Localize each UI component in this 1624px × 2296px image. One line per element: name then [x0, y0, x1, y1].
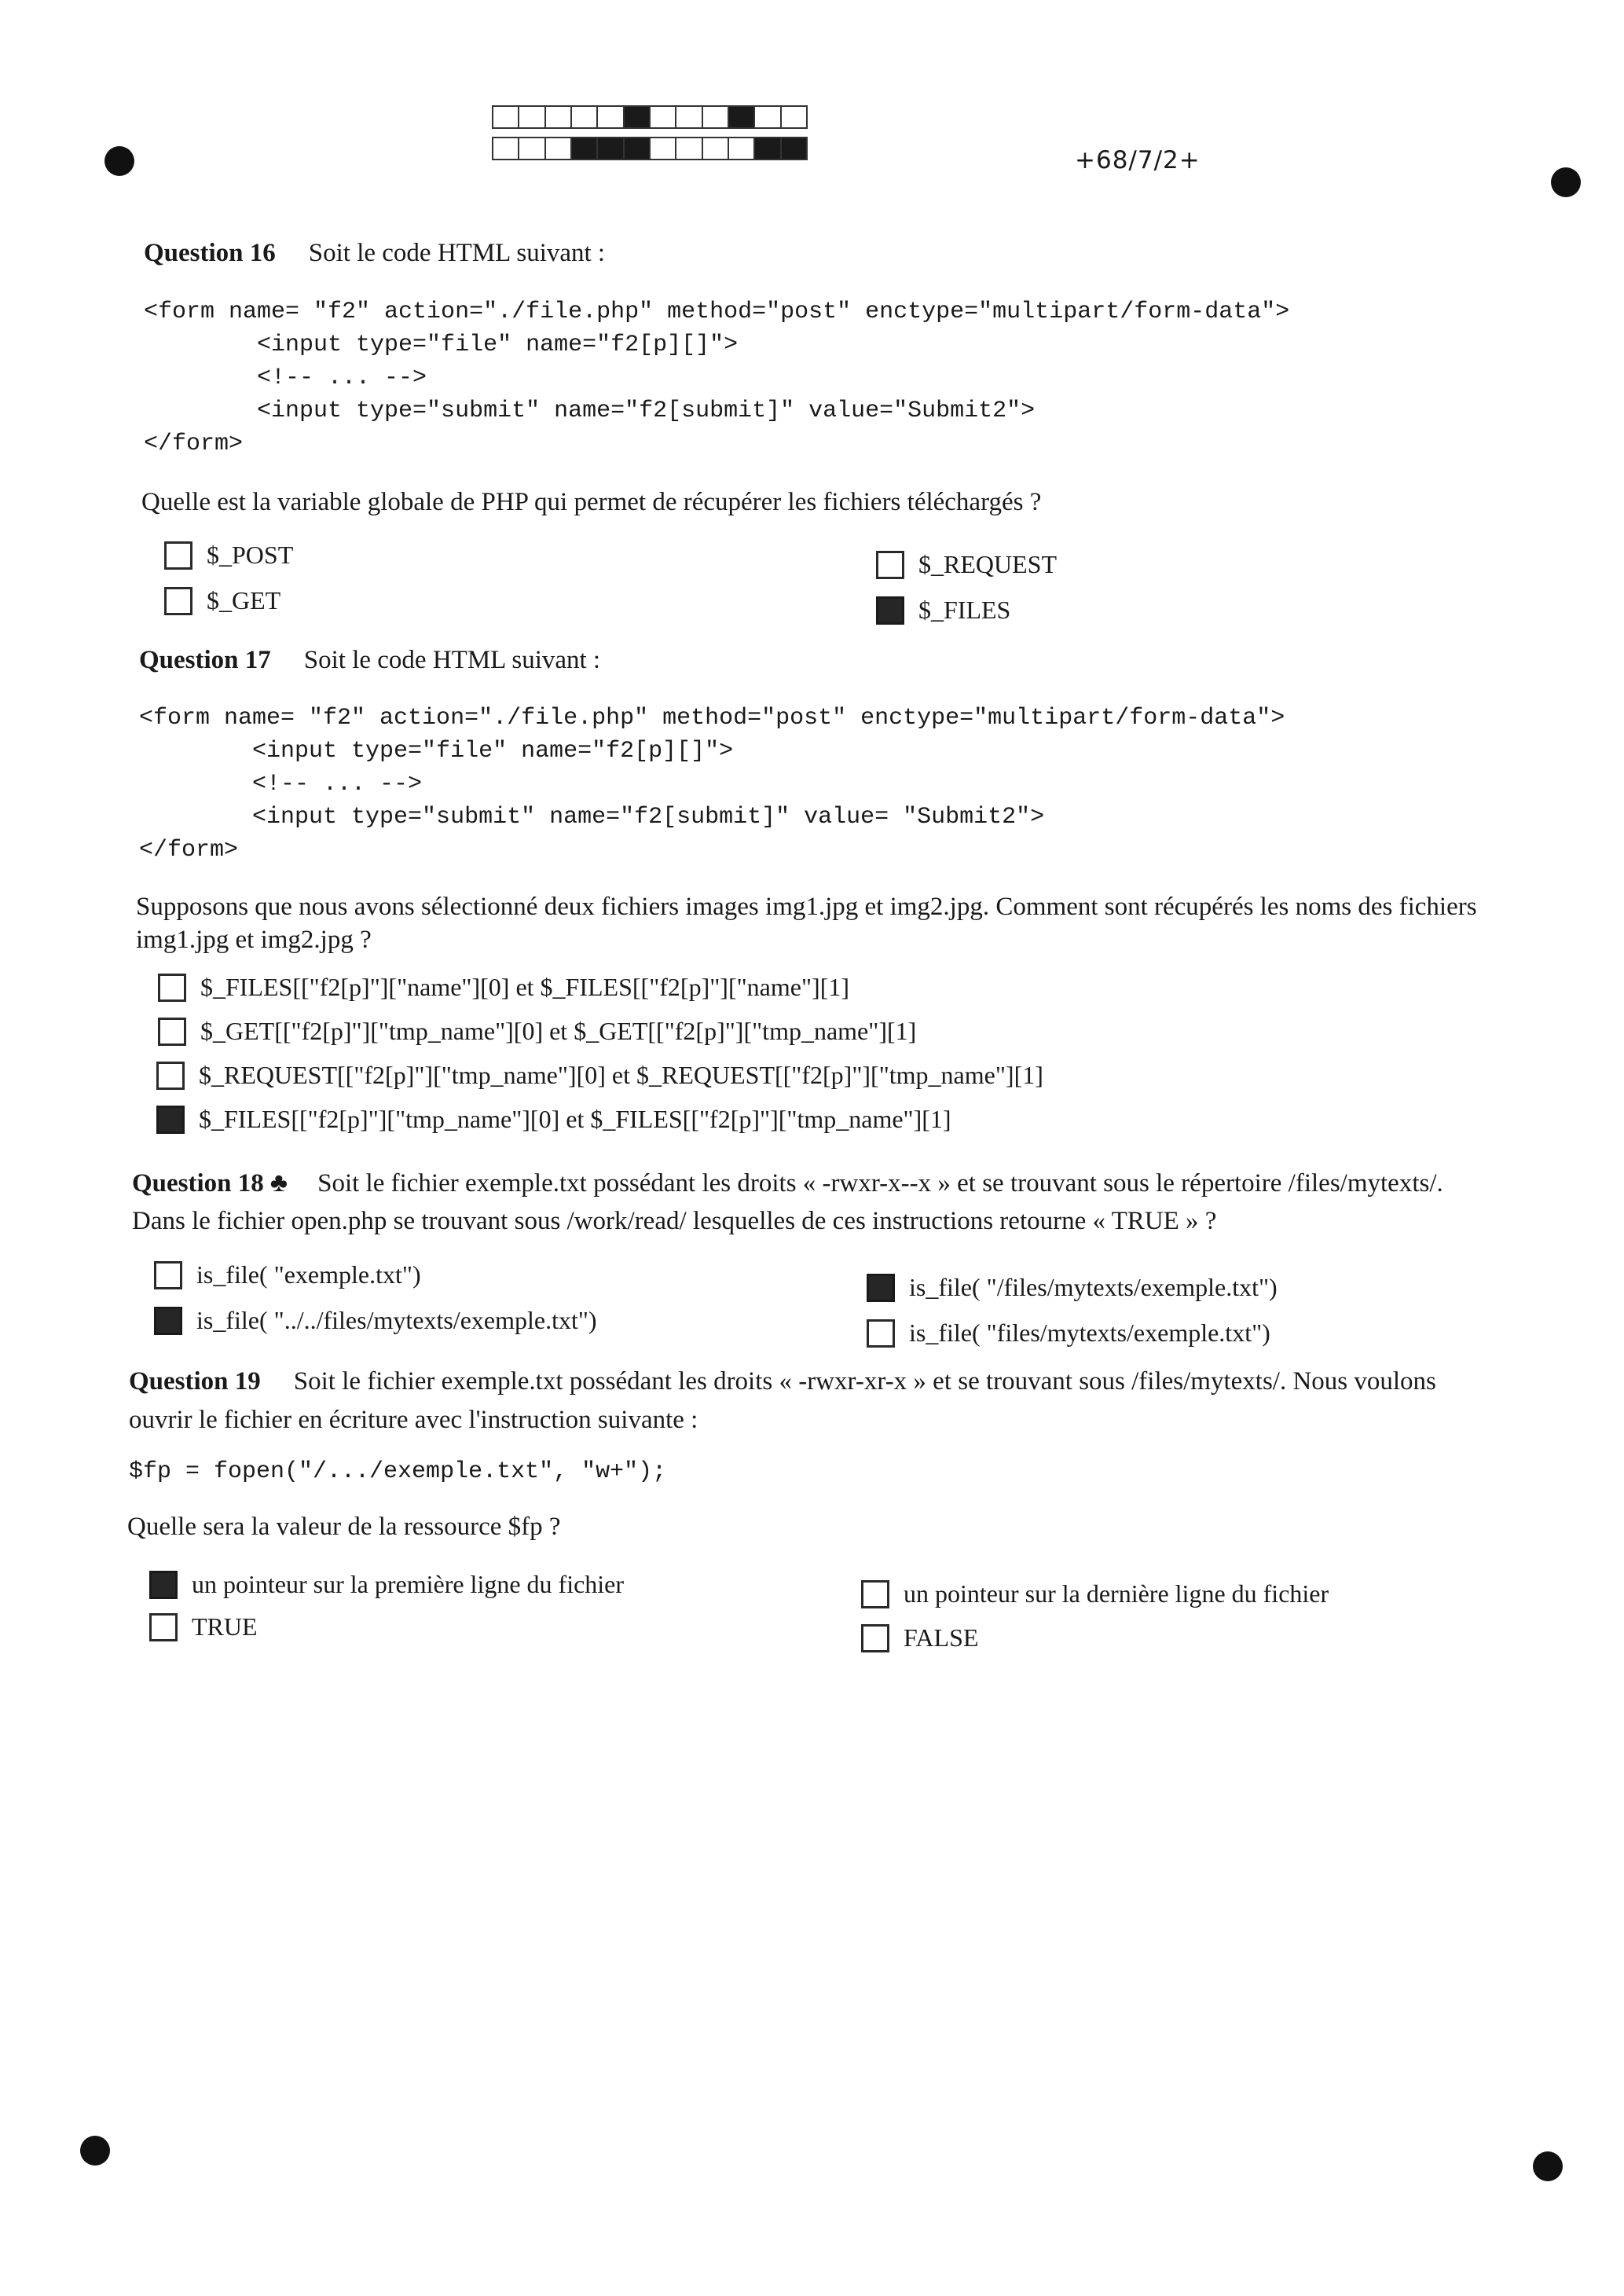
answer-checkbox[interactable]	[154, 1307, 182, 1335]
barcode-cell	[649, 137, 676, 160]
answer-label: $_FILES	[918, 596, 1011, 624]
barcode-cell	[780, 137, 808, 160]
answer-label: is_file( "../../files/mytexts/exemple.txt")	[196, 1306, 597, 1334]
answer-checkbox[interactable]	[876, 551, 904, 579]
answer-label: un pointeur sur la première ligne du fichier	[192, 1570, 625, 1598]
question-19-intro: Soit le fichier exemple.txt possédant les droits « -rwxr-xr-x » et se trouvant sous /files/mytexts/. Nous voulons	[293, 1367, 1436, 1396]
barcode-cell	[492, 105, 519, 129]
code-line: <form name= "f2" action="./file.php" method="post" enctype="multipart/form-data">	[144, 299, 1290, 325]
answer-option[interactable]	[154, 1260, 421, 1289]
answer-option[interactable]	[861, 1623, 978, 1652]
question-16-code	[144, 295, 1289, 460]
answer-checkbox[interactable]	[158, 1018, 186, 1046]
answer-label: $_POST	[207, 541, 294, 569]
answer-label: FALSE	[904, 1623, 979, 1652]
question-17-prompt: Supposons que nous avons sélectionné deux fichiers images img1.jpg et img2.jpg. Comment sont récupérés les noms des fichiers img1.jpg et img2.jpg ?	[136, 893, 1477, 954]
answer-checkbox[interactable]	[164, 587, 192, 615]
answer-label: un pointeur sur la dernière ligne du fichier	[904, 1579, 1329, 1608]
question-19-intro-line2: ouvrir le fichier en écriture avec l'instruction suivante :	[129, 1406, 698, 1434]
barcode-cell	[649, 105, 676, 129]
answer-option[interactable]	[876, 596, 1010, 625]
answer-label: is_file( "files/mytexts/exemple.txt")	[909, 1319, 1270, 1347]
code-line: <!-- ... -->	[139, 771, 423, 798]
question-17-label: Question 17	[139, 646, 271, 674]
question-18-intro: Soit le fichier exemple.txt possédant les droits « -rwxr-x--x » et se trouvant sous le répertoire /files/mytexts/.	[317, 1169, 1443, 1198]
registration-mark-bottom-right	[1533, 2151, 1563, 2181]
answer-checkbox[interactable]	[867, 1274, 895, 1302]
barcode-row-1	[493, 105, 808, 129]
question-17-code	[139, 702, 1285, 867]
question-19-prompt: Quelle sera la valeur de la ressource $fp ?	[127, 1513, 561, 1541]
answer-checkbox[interactable]	[149, 1571, 178, 1599]
question-16-header	[144, 239, 605, 268]
answer-label: is_file( "/files/mytexts/exemple.txt")	[909, 1273, 1278, 1301]
registration-mark-top-right	[1551, 167, 1581, 197]
barcode-cell	[544, 105, 572, 129]
answer-option[interactable]	[149, 1612, 258, 1641]
registration-mark-top-left	[104, 146, 134, 176]
answer-option[interactable]	[867, 1273, 1278, 1302]
answer-checkbox[interactable]	[861, 1624, 889, 1652]
answer-label: $_FILES[["f2[p]"]["tmp_name"][0] et $_FILES[["f2[p]"]["tmp_name"][1]	[199, 1105, 951, 1133]
barcode-cell	[596, 137, 624, 160]
barcode-row-2	[493, 137, 808, 160]
answer-option[interactable]	[156, 1061, 1043, 1090]
barcode-cell	[518, 105, 545, 129]
answer-label: $_GET[["f2[p]"]["tmp_name"][0] et $_GET[["f2[p]"]["tmp_name"][1]	[200, 1017, 917, 1045]
question-19-header	[129, 1367, 1436, 1396]
answer-label: TRUE	[192, 1612, 258, 1641]
barcode-cell	[728, 137, 755, 160]
answer-checkbox[interactable]	[876, 596, 904, 625]
question-16-intro: Soit le code HTML suivant :	[308, 239, 606, 267]
page-id: +68/7/2+	[1075, 146, 1201, 174]
barcode-cell	[675, 105, 702, 129]
barcode-cell	[544, 137, 572, 160]
answer-checkbox[interactable]	[861, 1580, 889, 1608]
answer-label: is_file( "exemple.txt")	[196, 1260, 421, 1289]
barcode-cell	[492, 137, 519, 160]
question-17-intro: Soit le code HTML suivant :	[303, 646, 601, 674]
code-line: <input type="file" name="f2[p][]">	[144, 332, 739, 358]
answer-checkbox[interactable]	[156, 1062, 185, 1090]
club-icon: ♣	[269, 1168, 288, 1198]
barcode-cell	[570, 137, 598, 160]
barcode-cell	[518, 137, 545, 160]
answer-option[interactable]	[154, 1306, 597, 1335]
barcode-cell	[728, 105, 755, 129]
answer-label: $_REQUEST[["f2[p]"]["tmp_name"][0] et $_REQUEST[["f2[p]"]["tmp_name"][1]	[199, 1061, 1043, 1089]
answer-checkbox[interactable]	[158, 974, 186, 1002]
code-line: </form>	[139, 837, 239, 864]
code-line: <input type="file" name="f2[p][]">	[139, 738, 734, 765]
barcode-cell	[753, 105, 781, 129]
question-19-label: Question 19	[129, 1367, 261, 1396]
barcode-cell	[623, 105, 651, 129]
code-line: <input type="submit" name="f2[submit]" value= "Submit2">	[139, 804, 1045, 831]
answer-checkbox[interactable]	[164, 541, 192, 570]
code-line: <!-- ... -->	[144, 365, 427, 391]
barcode-cell	[675, 137, 702, 160]
answer-option[interactable]	[876, 550, 1057, 579]
answer-option[interactable]	[149, 1570, 624, 1599]
answer-label: $_FILES[["f2[p]"]["name"][0] et $_FILES[["f2[p]"]["name"][1]	[200, 973, 849, 1001]
barcode-cell	[596, 105, 624, 129]
barcode-cell	[753, 137, 781, 160]
code-line: <form name= "f2" action="./file.php" method="post" enctype="multipart/form-data">	[139, 705, 1285, 732]
answer-label: $_GET	[207, 586, 281, 614]
question-16-label: Question 16	[144, 239, 276, 267]
question-18-intro-line2: Dans le fichier open.php se trouvant sous /work/read/ lesquelles de ces instructions retourne « TRUE » ?	[132, 1207, 1217, 1235]
question-19-code	[129, 1455, 666, 1488]
answer-label: $_REQUEST	[918, 550, 1057, 578]
answer-option[interactable]	[164, 586, 280, 615]
answer-checkbox[interactable]	[154, 1261, 182, 1289]
answer-option[interactable]	[164, 541, 293, 570]
barcode-cell	[623, 137, 651, 160]
barcode-cell	[702, 105, 729, 129]
question-18-label: Question 18	[132, 1169, 264, 1198]
question-18-header	[132, 1168, 1443, 1198]
answer-option[interactable]	[861, 1579, 1329, 1608]
answer-checkbox[interactable]	[867, 1319, 895, 1348]
code-line: $fp = fopen("/.../exemple.txt", "w+");	[129, 1458, 667, 1485]
registration-mark-bottom-left	[80, 2136, 110, 2166]
answer-checkbox[interactable]	[156, 1106, 185, 1134]
question-16-prompt: Quelle est la variable globale de PHP qui permet de récupérer les fichiers téléchargés ?	[141, 488, 1042, 516]
answer-option[interactable]	[158, 973, 849, 1002]
question-17-header	[139, 646, 600, 675]
answer-option[interactable]	[867, 1319, 1270, 1348]
answer-option[interactable]	[158, 1017, 916, 1046]
barcode-cell	[570, 105, 598, 129]
barcode-cell	[780, 105, 808, 129]
code-line: <input type="submit" name="f2[submit]" value="Submit2">	[144, 398, 1036, 424]
barcode-cell	[702, 137, 729, 160]
code-line: </form>	[144, 431, 244, 457]
answer-checkbox[interactable]	[149, 1613, 178, 1641]
answer-option[interactable]	[156, 1105, 951, 1134]
